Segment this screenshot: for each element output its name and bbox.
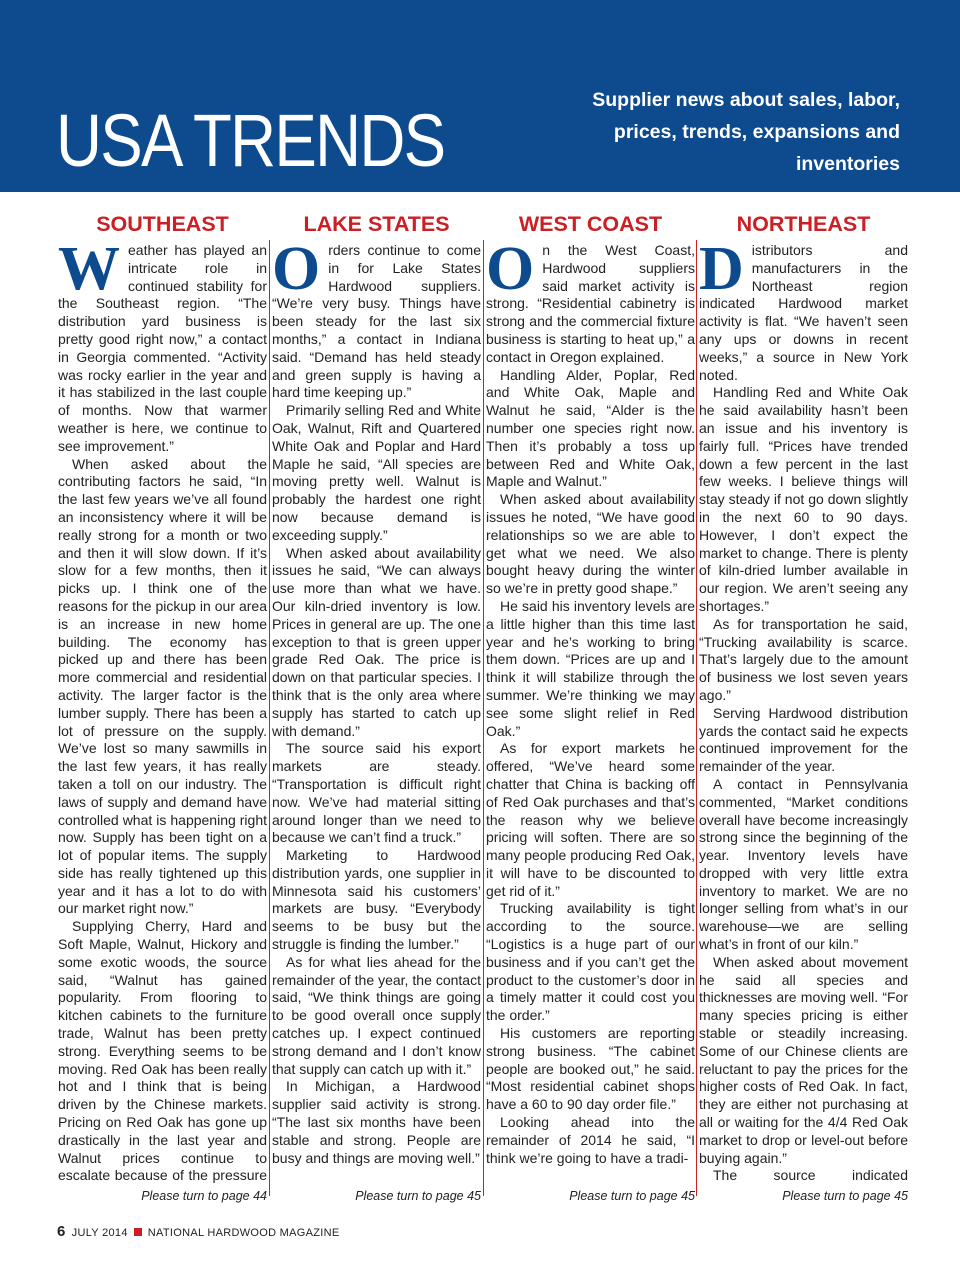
- paragraph: Trucking availability is tight according to the source. “Logistics is a huge part of our business and if you can’t get the product to the customer’s door in a timely matter it could cost you the order.”: [486, 900, 695, 1024]
- paragraph: Supplying Cherry, Hard and Soft Maple, Walnut, Hickory and some exotic woods, the source said, “Walnut has gained popularity. From flooring to kitchen cabinets to the furniture trade, Walnut has been pretty strong. Everything seems to be moving. Red Oak has been really hot and I think that is being driven by the Chinese markets. Pricing on Red Oak has gone up drastically in the last year and Walnut prices continue to escalate because of the pressure: [58, 918, 267, 1184]
- column-body: [58, 242, 267, 1184]
- paragraph: As for what lies ahead for the remainder of the year, the contact said, “We think things are going to be good overall once supply catches up. I expect continued strong demand and I don’t know that supply can catch up with it.”: [272, 953, 481, 1077]
- paragraph: When asked about movement he said all species and thicknesses are moving well. “For many species pricing is either stable or steadily increasing. Some of our Chinese clients are reluctant to pay the prices for the higher costs of Red Oak. In fact, they are either not purchasing at all or waiting for the 4/4 Red Oak market to drop or level-out before buying again.”: [699, 953, 908, 1166]
- column-body: [486, 242, 695, 1184]
- column-southeast: [58, 210, 267, 1205]
- square-bullet-icon: [134, 1228, 142, 1236]
- paragraph: The source indicated: [713, 1167, 908, 1184]
- paragraph: He said his inventory levels are a little higher than this time last year and he’s working to bring them down. “Prices are up and I think it will stabilize through the summer. We’re thinking we may see some slight relief in Red Oak.”: [486, 597, 695, 739]
- article-columns: [55, 210, 908, 1205]
- paragraph: Handling Red and White Oak he said availability hasn’t been an issue and his inventory is fairly full. “Prices have trended down a few percent in the last few weeks. I believe things will stay steady if not go down slightly in the next 60 to 90 days. However, I don’t expect the market to change. There is plenty of kiln-dried lumber available in our region. We aren’t seeing any shortages.”: [699, 384, 908, 614]
- drop-cap: W: [58, 242, 120, 303]
- issue-date: JULY 2014: [71, 1227, 128, 1239]
- paragraph: When asked about availability issues he said, “We can always use more than what we have. Our kiln-dried inventory is low. Prices in general are up. The one exception to that is green upper grade Red Oak. The price is down on that particular species. I think that is the only area where supply has started to catch up with demand.”: [272, 544, 481, 739]
- column-west-coast: [486, 210, 695, 1205]
- paragraph: On the West Coast, Hardwood suppliers said market activity is strong. “Residential cabinetry is strong and the commercial fixture business is starting to heat up,” a contact in Oregon explained.: [486, 242, 695, 365]
- column-divider: [269, 240, 270, 1196]
- paragraph: In Michigan, a Hardwood supplier said activity is strong. “The last six months have been stable and strong. People are busy and things are moving well.”: [272, 1078, 481, 1166]
- magazine-name: NATIONAL HARDWOOD MAGAZINE: [147, 1227, 340, 1239]
- paragraph: Handling Alder, Poplar, Red and White Oak, Maple and Walnut he said, “Alder is the number one species right now. Then it’s probably a toss up between Red and White Oak, Maple and Walnut.”: [486, 366, 695, 490]
- paragraph: When asked about availability issues he noted, “We have good relationships so we are able to get what we need. We also bought heavy during the winter so we’re in pretty good shape.”: [486, 491, 695, 597]
- continued-link[interactable]: Please turn to page 44: [141, 1189, 267, 1203]
- column-heading: SOUTHEAST: [96, 212, 229, 236]
- continued-link[interactable]: Please turn to page 45: [355, 1189, 481, 1203]
- paragraph: Orders continue to come in for Lake States Hardwood suppliers. “We’re very busy. Things have been steady for the last six months,” a contact in Indiana said. “Demand has held steady and green supply is having a hard time keeping up.”: [272, 242, 481, 401]
- column-lake-states: [272, 210, 481, 1205]
- paragraph: As for transportation he said, “Trucking availability is scarce. That’s largely due to the amount of business we lost seven years ago.”: [699, 615, 908, 703]
- paragraph: As for export markets he offered, “We’ve heard some chatter that China is backing off of Red Oak purchases and that’s the reason why we believe pricing will soften. There are so many people producing Red Oak, it will have to be discounted to get rid of it.”: [486, 740, 695, 899]
- column-divider: [483, 240, 484, 1196]
- paragraph: Weather has played an intricate role in continued stability for the Southeast region. “The distribution yard business is pretty good right now,” a contact in Georgia commented. “Activity was rocky earlier in the year and it has stabilized in the last couple of months. Now that warmer weather is here, we continue to see improvement.”: [58, 242, 267, 454]
- column-body: [272, 242, 481, 1184]
- continued-link[interactable]: Please turn to page 45: [569, 1189, 695, 1203]
- page-number: 6: [57, 1223, 66, 1240]
- paragraph: His customers are reporting strong business. “The cabinet people are booked out,” he said. “Most residential cabinet shops have a 60 to 90 day order file.”: [486, 1025, 695, 1113]
- paragraph: Looking ahead into the remainder of 2014 he said, “I think we’re going to have a tradi-: [486, 1114, 695, 1166]
- paragraph: When asked about the contributing factors he said, “In the last few years we’ve all found an inconsistency where it will be really strong for a month or two and then it will slow down. If it’s slow for a few months, then it picks up. I think one of the reasons for the pickup in our area is an increase in new home building. The economy has picked up and there has been more commercial and residential activity. The larger factor is the lumber supply. There has been a lot of pressure on the supply. We’ve lost so many sawmills in the last few years, it has really taken a toll on our industry. The laws of supply and demand have controlled what is happening right now. Supply has been tight on a lot of popular items. The supply side has really tightened up this year and it has a lot to do with our market right now.”: [58, 455, 267, 917]
- drop-cap: D: [699, 242, 744, 303]
- header-banner: [0, 0, 960, 192]
- paragraph: Marketing to Hardwood distribution yards, one supplier in Minnesota said his customers’ markets are busy. “Everybody seems to be busy but the struggle is finding the lumber.”: [272, 847, 481, 953]
- paragraph: A contact in Pennsylvania commented, “Market conditions overall have become increasingly strong since the beginning of the year. Inventory levels have dropped with very little extra inventory to market. We are no longer selling from what’s in our warehouse—we are selling what’s in front of our kiln.”: [699, 775, 908, 953]
- column-northeast: [699, 210, 908, 1205]
- continued-link[interactable]: Please turn to page 45: [782, 1189, 908, 1203]
- page-footer: [57, 1223, 340, 1240]
- paragraph: The source said his export markets are steady. “Transportation is difficult right now. We’ve had material sitting around longer than we need to because we can’t find a truck.”: [272, 740, 481, 846]
- column-divider: [696, 240, 697, 1196]
- section-title: USA TRENDS: [56, 99, 445, 182]
- column-heading: WEST COAST: [518, 212, 663, 236]
- paragraph: Primarily selling Red and White Oak, Walnut, Rift and Quartered White Oak and Poplar and Hard Maple he said, “All species are moving pretty well. Walnut is probably the hardest one right now because demand is exceeding supply.”: [272, 402, 481, 543]
- drop-cap: O: [272, 242, 321, 303]
- paragraph: Serving Hardwood distribution yards the contact said he expects continued improvement for the remainder of the year.: [699, 704, 908, 775]
- column-heading: LAKE STATES: [303, 212, 450, 236]
- drop-cap: O: [486, 242, 535, 303]
- paragraph: Distributors and manufacturers in the Northeast region indicated Hardwood market activity is flat. “We haven’t seen any ups or downs in recent weeks,” a source in New York noted.: [699, 242, 908, 383]
- column-heading: NORTHEAST: [736, 212, 871, 236]
- column-body: [699, 242, 908, 1184]
- section-subtitle: Supplier news about sales, labor, prices, trends, expansions and inventories: [592, 89, 900, 175]
